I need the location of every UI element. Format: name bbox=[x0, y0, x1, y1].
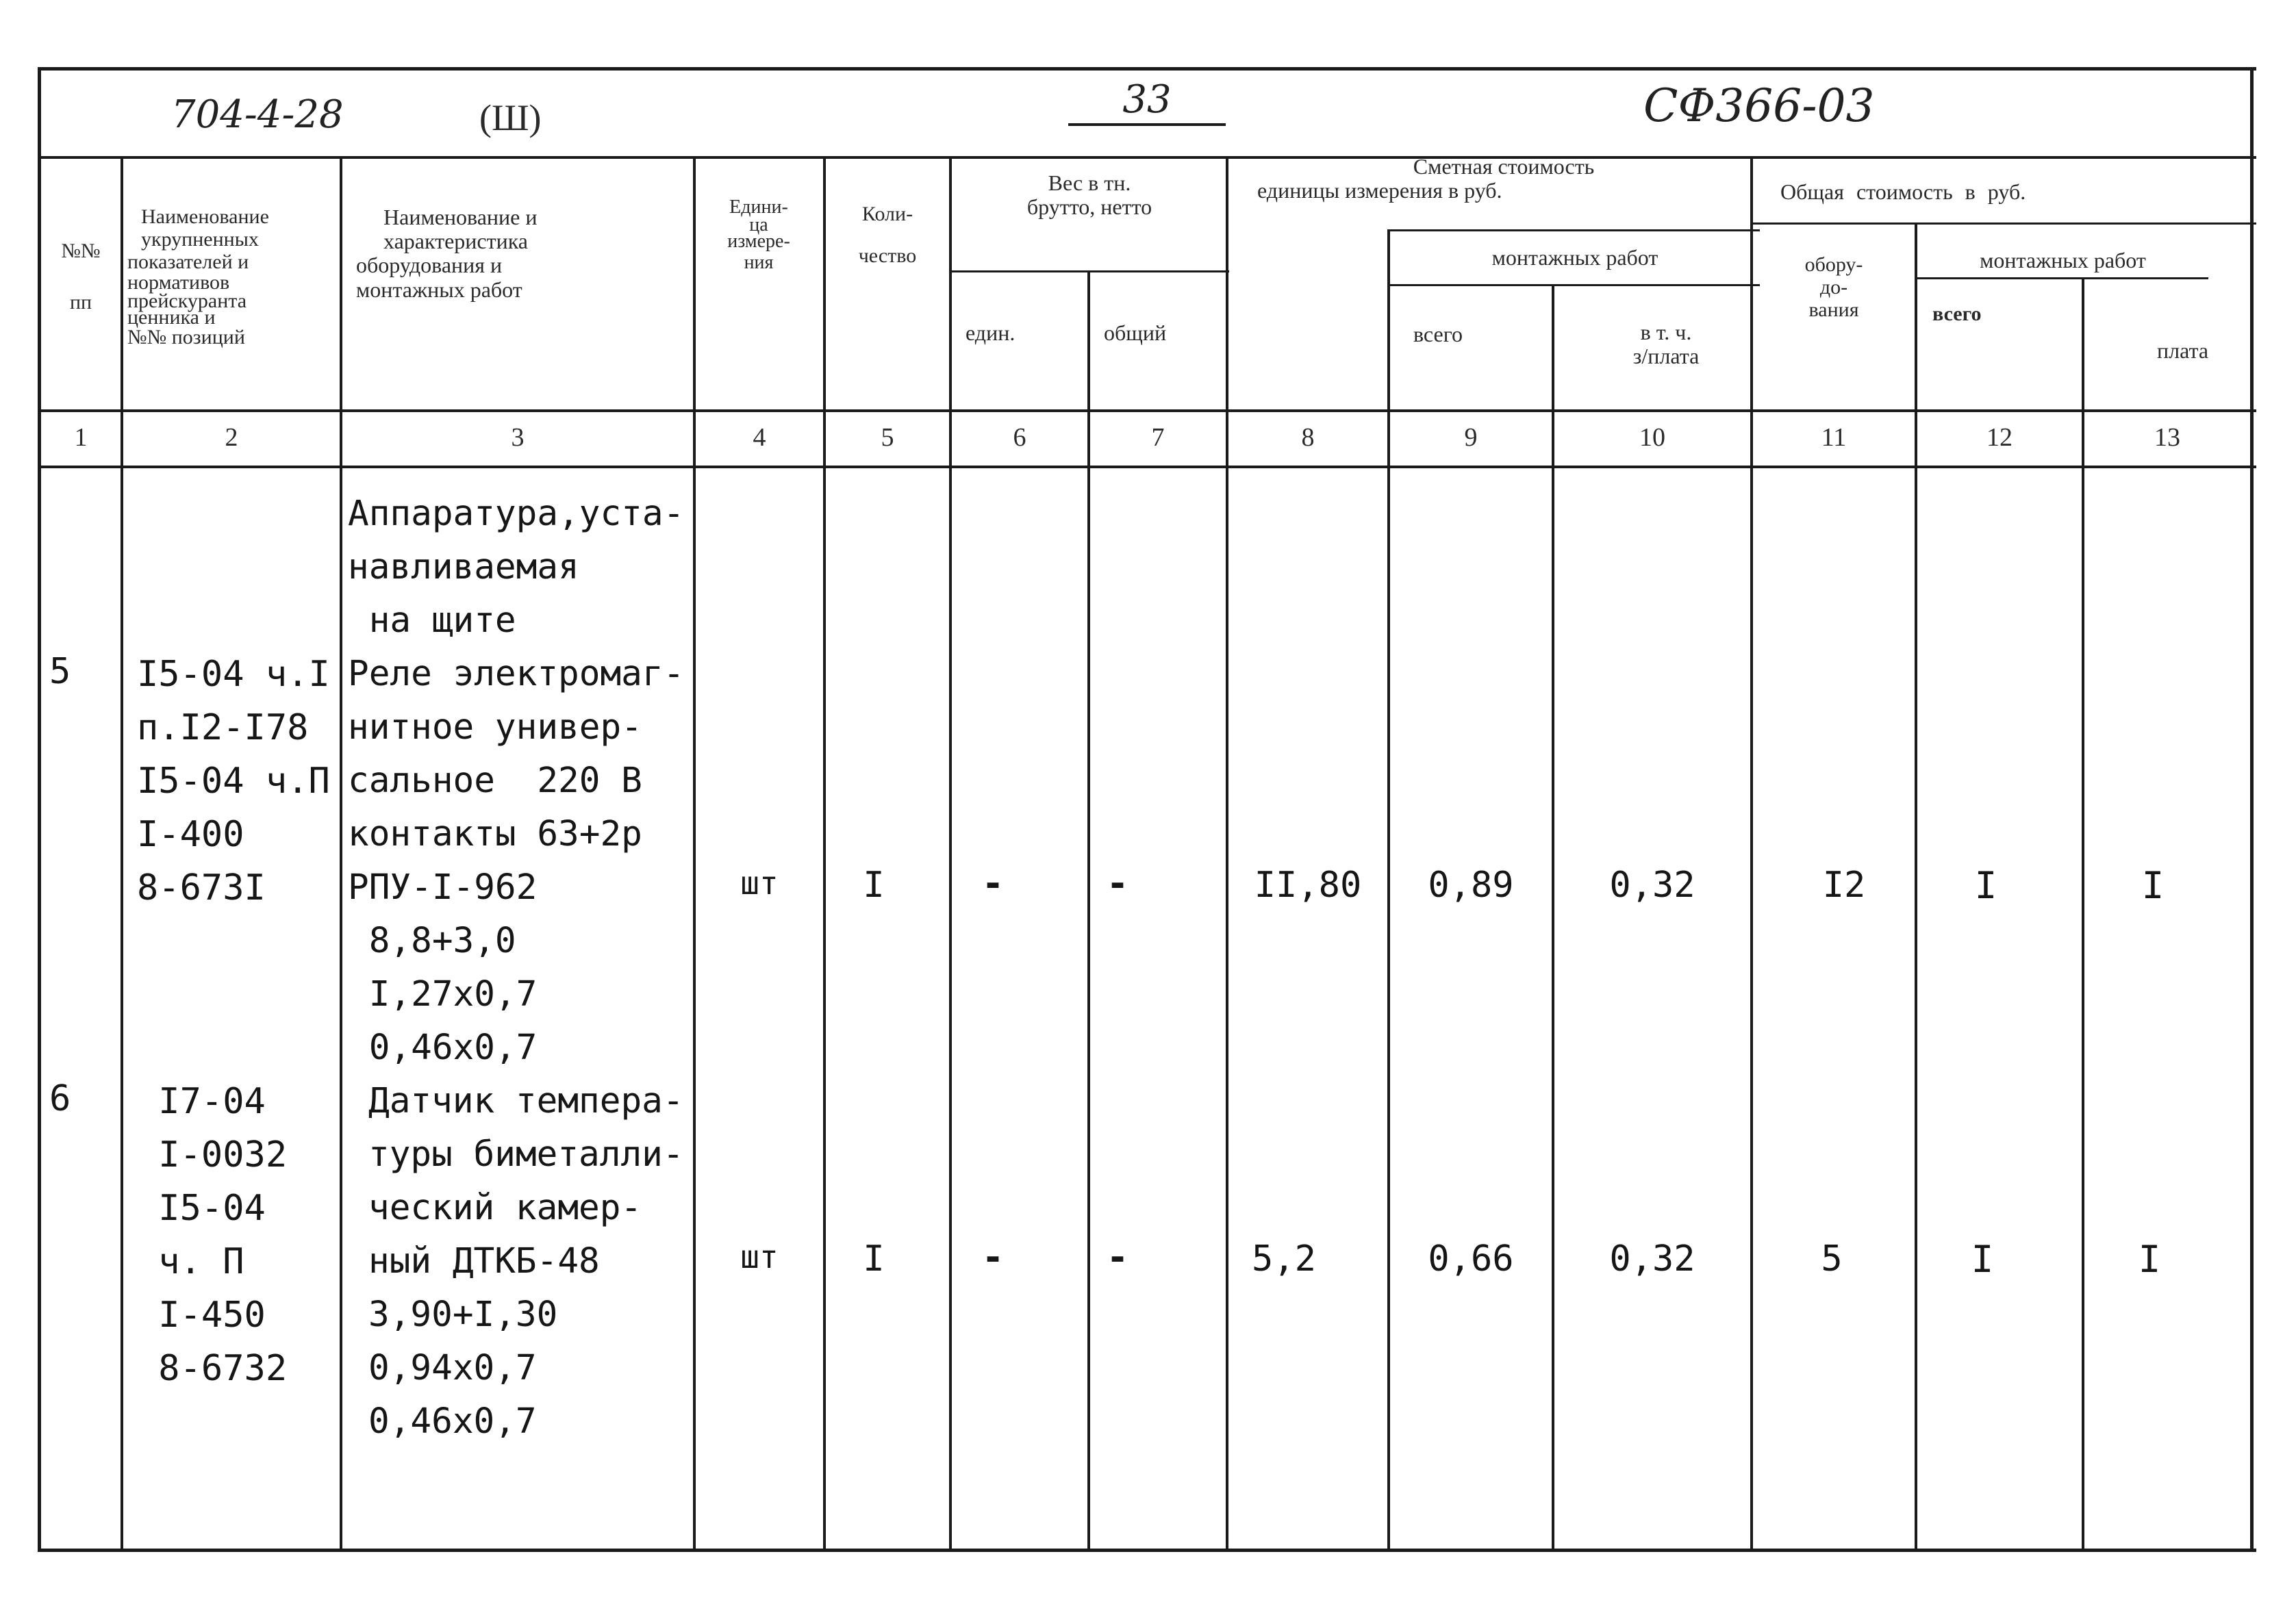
row-6-total-equipment: 5 bbox=[1821, 1238, 1843, 1279]
header-col-10-line: в т. ч. bbox=[1640, 320, 1692, 344]
header-col-3-line: оборудования и bbox=[356, 253, 503, 278]
col-3-4-divider bbox=[693, 156, 696, 1552]
header-col-11 bbox=[1753, 253, 1915, 321]
header-col-11-line: до- bbox=[1819, 276, 1848, 298]
row-5-total-equipment: I2 bbox=[1822, 865, 1866, 906]
col-4-5-divider bbox=[823, 156, 826, 1552]
row-5-norm-line: I-400 bbox=[137, 814, 244, 855]
header-col-2-line: нормативов bbox=[127, 271, 230, 294]
row-5-norm-line: п.I2-I78 bbox=[137, 707, 309, 748]
col-7-8-divider bbox=[1226, 156, 1228, 1552]
project-code: 704-4-28 bbox=[171, 92, 344, 137]
row-5-norm-line: I5-04 ч.П bbox=[137, 761, 330, 802]
header-weight-group bbox=[953, 171, 1226, 219]
table-left-border bbox=[38, 67, 41, 1552]
header-unit-cost-group bbox=[1230, 155, 1750, 203]
header-col-3-line: характеристика bbox=[383, 229, 528, 254]
col-6-7-divider bbox=[1087, 270, 1090, 1552]
column-number: 11 bbox=[1821, 423, 1847, 452]
header-unit-install: монтажных работ bbox=[1491, 245, 1658, 270]
row-5-norm-line: I5-04 ч.I bbox=[137, 654, 330, 695]
header-col-5-line: Коли- bbox=[861, 203, 913, 225]
header-col-1 bbox=[42, 240, 119, 314]
row-5-unit: шт bbox=[740, 865, 779, 902]
column-number: 4 bbox=[753, 423, 766, 452]
row-6-unit-equipment-cost: 5,2 bbox=[1252, 1238, 1316, 1279]
header-total-install: монтажных работ bbox=[1980, 248, 2146, 272]
column-number: 2 bbox=[225, 423, 238, 452]
table-top-border bbox=[38, 67, 2256, 71]
header-col-12: всего bbox=[1932, 303, 1982, 325]
header-weight-line: Вес в тн. bbox=[1048, 170, 1131, 195]
col-1-2-divider bbox=[121, 156, 123, 1552]
col-2-3-divider bbox=[340, 156, 342, 1552]
table-bottom-border bbox=[38, 1549, 2256, 1552]
header-col-10-line: з/плата bbox=[1632, 344, 1700, 369]
header-unit-cost-line: единицы измерения в руб. bbox=[1257, 178, 1502, 203]
header-col-4-line: измере- bbox=[727, 231, 790, 253]
row-5-weight-total: - bbox=[1106, 862, 1129, 905]
header-total-cost-group: Общая стоимость в руб. bbox=[1780, 179, 2026, 204]
document-code: СФ366-03 bbox=[1643, 79, 1875, 132]
table-right-border bbox=[2250, 67, 2254, 1552]
header-col-13: плата bbox=[2157, 338, 2209, 363]
row-5-description-line: I,27x0,7 bbox=[348, 974, 538, 1015]
row-6-quantity: I bbox=[863, 1238, 885, 1279]
header-col-3-line: монтажных работ bbox=[356, 277, 522, 302]
row-5-quantity: I bbox=[863, 865, 885, 906]
col-10-11-divider bbox=[1750, 156, 1753, 1552]
row-5-description-line: контакты 63+2р bbox=[348, 814, 642, 854]
column-number: 9 bbox=[1464, 423, 1478, 452]
row-5-description-line: сальное 220 В bbox=[348, 761, 642, 801]
header-col-6: един. bbox=[966, 320, 1015, 345]
header-col-7: общий bbox=[1104, 320, 1167, 345]
header-col-4-line: Едини- bbox=[729, 196, 788, 218]
header-col-2-line: №№ позиций bbox=[127, 325, 245, 348]
row-6-weight-total: - bbox=[1106, 1236, 1129, 1279]
row-6-description-line: 0,94x0,7 bbox=[368, 1348, 537, 1388]
header-col-9: всего bbox=[1413, 322, 1463, 346]
column-numbers-top bbox=[38, 409, 2256, 412]
row-6-norm-line: I-450 bbox=[137, 1295, 266, 1336]
unit-install-divider bbox=[1390, 284, 1760, 286]
row-5-norm-line: 8-673I bbox=[137, 867, 266, 908]
row-6-description-line: 3,90+I,30 bbox=[368, 1295, 558, 1335]
header-col-4-line: ца bbox=[749, 214, 768, 235]
row-6-norm-line: I-0032 bbox=[137, 1134, 288, 1175]
row-6-description-line: ческий камер- bbox=[368, 1188, 642, 1228]
header-col-1-line: пп bbox=[69, 291, 92, 314]
row-5-description-line: на щите bbox=[348, 600, 516, 641]
volume-number: (Ш) bbox=[479, 97, 542, 138]
column-number: 12 bbox=[1986, 423, 2013, 452]
row-5-description-line: навливаемая bbox=[348, 547, 579, 587]
row-5-unit-equipment-cost: II,80 bbox=[1254, 865, 1362, 906]
row-5-description-line: Аппаратура,уста- bbox=[348, 494, 685, 534]
header-col-3-line: Наименование и bbox=[383, 205, 538, 229]
header-col-11-line: вания bbox=[1808, 298, 1859, 321]
total-cost-group-divider bbox=[1753, 222, 2256, 225]
row-6-total-wage: I bbox=[2138, 1238, 2161, 1281]
row-5-description-line: 0,46x0,7 bbox=[348, 1028, 538, 1068]
row-6-total-install: I bbox=[1971, 1238, 1994, 1281]
header-col-5-line: чество bbox=[858, 244, 917, 267]
row-5-description-line: нитное универ- bbox=[348, 707, 642, 748]
row-6-norm-line: I5-04 bbox=[137, 1188, 266, 1229]
header-col-10 bbox=[1554, 320, 1750, 368]
header-col-2-line: укрупненных bbox=[141, 228, 259, 251]
header-col-11-line: обору- bbox=[1804, 253, 1863, 276]
row-5-description-line: Реле электромаг- bbox=[348, 654, 685, 694]
header-unit-cost-line: Сметная стоимость bbox=[1413, 154, 1595, 179]
row-6-install-total: 0,66 bbox=[1428, 1238, 1514, 1279]
column-number: 10 bbox=[1639, 423, 1665, 452]
row-5-total-wage: I bbox=[2141, 864, 2165, 907]
header-col-2-line: Наименование bbox=[141, 205, 269, 228]
row-5-install-total: 0,89 bbox=[1428, 865, 1514, 906]
header-col-1-line: №№ bbox=[61, 240, 101, 262]
header-col-4 bbox=[696, 197, 822, 274]
row-5-description-line: 8,8+3,0 bbox=[348, 921, 516, 961]
header-col-2-line: показателей и bbox=[127, 251, 249, 273]
header-col-2-line: ценника и bbox=[127, 305, 216, 329]
column-number: 7 bbox=[1151, 423, 1165, 452]
column-numbers-bottom bbox=[38, 466, 2256, 468]
row-6-description-line: туры биметалли- bbox=[368, 1134, 684, 1175]
row-5-weight-unit: - bbox=[981, 862, 1005, 905]
column-number: 3 bbox=[511, 423, 525, 452]
header-col-2 bbox=[125, 205, 338, 348]
row-6-norm-line: ч. П bbox=[137, 1241, 244, 1282]
row-6-norm-line: 8-6732 bbox=[137, 1348, 288, 1389]
row-6-norm-line: I7-04 bbox=[137, 1081, 266, 1122]
column-number: 13 bbox=[2154, 423, 2180, 452]
col-12-13-divider bbox=[2082, 277, 2084, 1552]
row-6-description-line: ный ДТКБ-48 bbox=[368, 1241, 600, 1282]
row-5-number: 5 bbox=[49, 651, 71, 692]
header-weight-line: брутто, нетто bbox=[1026, 194, 1152, 220]
column-number: 1 bbox=[74, 423, 88, 452]
row-5-install-wage: 0,32 bbox=[1609, 865, 1695, 906]
row-6-description-line: 0,46x0,7 bbox=[368, 1401, 537, 1442]
page-number: 33 bbox=[1068, 81, 1226, 126]
title-row-divider bbox=[38, 156, 2256, 159]
row-6-unit: шт bbox=[740, 1238, 779, 1275]
row-6-description-line: Датчик темпера- bbox=[368, 1081, 684, 1121]
row-6-install-wage: 0,32 bbox=[1609, 1238, 1695, 1279]
col-5-6-divider bbox=[949, 156, 952, 1552]
header-col-4-line: ния bbox=[744, 252, 774, 274]
unit-cost-group-divider bbox=[1390, 229, 1760, 231]
column-number: 8 bbox=[1301, 423, 1315, 452]
col-9-10-divider bbox=[1552, 284, 1554, 1552]
row-5-description-line: РПУ-I-962 bbox=[348, 867, 538, 908]
header-col-5 bbox=[826, 203, 949, 267]
header-col-2-line: прейскуранта bbox=[127, 289, 247, 312]
column-number: 5 bbox=[881, 423, 894, 452]
total-install-divider bbox=[1917, 277, 2208, 279]
weight-group-divider bbox=[952, 270, 1229, 272]
header-col-3 bbox=[356, 205, 685, 302]
row-6-weight-unit: - bbox=[981, 1236, 1005, 1279]
row-5-total-install: I bbox=[1974, 864, 1997, 907]
row-6-number: 6 bbox=[49, 1078, 71, 1119]
column-number: 6 bbox=[1013, 423, 1026, 452]
